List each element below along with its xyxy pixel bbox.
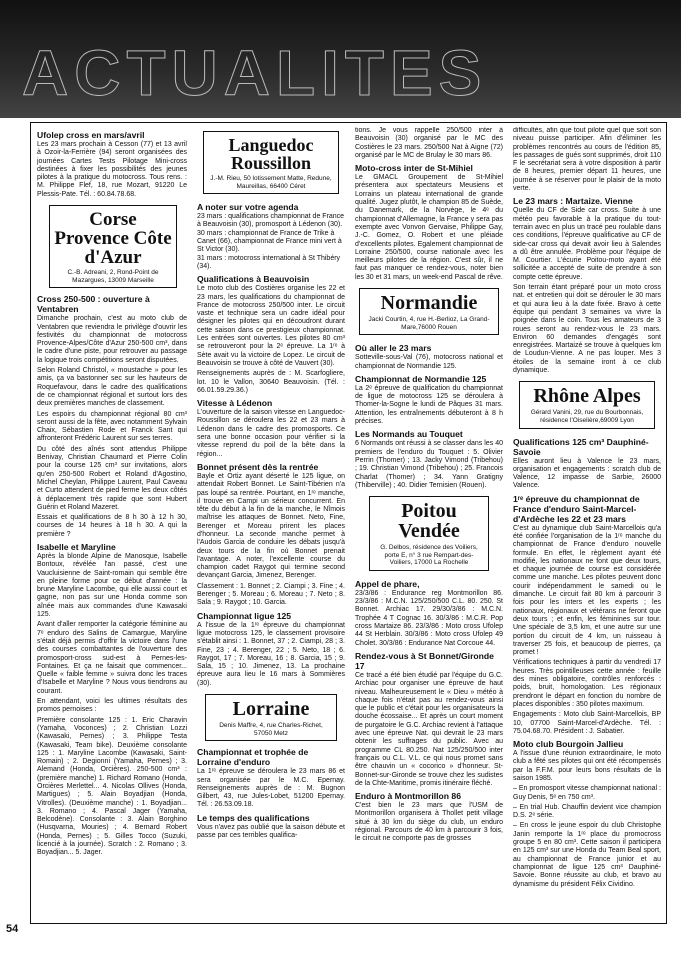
- article-title: Qualifications 125 cm³ Dauphiné-Savoie: [513, 436, 649, 457]
- region-box-corse: [49, 205, 177, 288]
- column-4: [513, 127, 661, 921]
- article-title: Championnat de Normandie 125: [355, 373, 487, 384]
- article-text: Avant d'aller remporter la catégorie féminine au 7ᵉ enduro des Salins de Camargue, Maryline s'était déjà permis d'offrir la victoire dans l'une des courses combattantes de l'ouverture des promosport-cross sud-est à Pernes-les-Fontaines. Et ça ne faisait que commencer... Quelle « faible femme » suivra donc les traces d'Isabelle et Maryline ? Nous vous tiendrons au courant.: [37, 621, 187, 695]
- article-text: C'est bien le 23 mars que l'USM de Montmorillon organisera à Thollet petit village situé à 30 km du siège du club, un enduro régional. Parcours de 40 km à parcourir 3 fois, le circuit ne comporte pas de grosses: [355, 802, 503, 843]
- article-text: Son terrain étant préparé pour un moto cross nat. et entretien qui doit se dérouler le 30 mars et qui aura lieu à la date fixée. Bravo à cette équipe qui pendant 3 semaines va vivre la poignée dans le coin. Tous les amateurs de 3 roues seront au rendez-vous le 23 mars. Environ 60 demandes d'engagés sont enregistrées. Martaizé se trouve à quelques km de Loudun-Vienne. A ne pas louper. Mes 3 étoiles de la semaine iront à ce club dynamique.: [513, 284, 661, 375]
- article-text: A l'issue de la 1ʳᵉ épreuve du championnat ligue motocross 125, le classement provisoire s'établit ainsi : 1. Bonnet, 37 ; 2. Ciampi, 28 ; 3. Fine, 23 ; 4. Berenger, 22 ; 5. Neto, 18 ; 6. Raygot, 17 ; 7. Moreau, 16 ; 8. Garcia, 15 ; 9. Sala, 15 ; 10. Jimenez, 13. La prochaine épreuve aura lieu le 16 mars à Sommières (30).: [197, 621, 345, 687]
- article-text: Les 23 mars prochain à Cesson (77) et 13 avril à Ozoir-la-Ferrière (94) seront organisées des journées Cartes Tests Pilotage Mini-cross destinées à fixer les possibilités des jeunes pilotes à la pratique du motocross. Tous rens. : M. Philippe Flef, 18, rue Mozart, 91220 Le Plessis-Pate. Tél. : 60.84.78.68.: [37, 141, 187, 198]
- article-text: 23/3/86 : Endurance reg Montmorillon 86. 23/3/86 : M.C.N. 125/250/500 C.L. 80. 250. St Bonnet. Archiac 17. 29/30/3/86 : M.C.N. Trophée 4 T Cognac 16. 30/3/86 : M.C.R. Pop cross Martaize 86. 23/3/86 : Moto cross Ufolep 44 St Herblain. 30/3/86 : Moto cross Ufolep 49 Cholet. 30/3/86 : Endurance Nat Corcoue 44.: [355, 589, 503, 647]
- masthead-title: ACTUALITES: [22, 37, 488, 109]
- article-title: 1ʳᵉ épreuve du championnat de France d'enduro Saint-Marcel-d'Ardèche les 22 et 23 mars: [513, 493, 640, 524]
- article-text: La 2ᵉ épreuve de qualification du championnat de ligue de motocross 125 se déroulera à Thomer-la-Sogne le lundi de Pâques 31 mars. Attention, les entraînements débuteront à 8 h précises.: [355, 384, 503, 426]
- article-title: Appel de phare,: [355, 578, 420, 589]
- masthead: [0, 0, 681, 118]
- article-text: – En trial Hub. Chauffin devient vice champion D.S. 2ᵉ série.: [513, 803, 661, 820]
- page-number: 54: [6, 923, 19, 935]
- article-text: Vous n'avez pas oublié que la saison débute et passe par ces terribles qualifica-: [197, 823, 345, 839]
- article-text: La 1ʳᵉ épreuve se déroulera le 23 mars 86 et sera organisée par le M.C. Epernay. Renseignements auprès de : M. Bugnon Gilbert, 43, rue Jules-Lobet, 51200 Epernay. Tél. : 26.53.09.18.: [197, 768, 345, 809]
- article-text: Dimanche prochain, c'est au moto club de Ventabren que reviendra le privilège d'ouvrir les festivités du championnat de motocross Provence-Alpes/Côte d'Azur 250-500 cm³, dans le cadre d'une piste, pour retrouver au passage la logique trois compétitions seront disputées.: [37, 315, 187, 364]
- article-text: Selon Roland Christol, « moustache » pour les amis, ça va bastonner sec sur les hauteurs de Roquefavour, dans le cadre des qualifications de ce championnat régional et surtout lors des deux premières manches de classement.: [37, 367, 187, 408]
- article-text: En attendant, voici les ultimes résultats des promos pernoises :: [37, 698, 187, 714]
- article-text: Ce tracé a été bien étudié par l'équipe du G.C. Archiac pour organiser une épreuve de haut niveau. Malheureusement le « Dieu » météo à chaque fois n'était pas au rendez-vous ainsi que le public et c'était pour les organisateurs la douche écossaise... Et après un court moment de purgatoire le G.C. Archiac revient à l'attaque avec une épreuve Nat. qui devrait le 23 mars obtenir les suffrages du public. Avec au programme CL 80.250. Nat 125/250/500 inter français ou C.L. V.L. ce qui nous promet sans être chauvin un « cocorico » d'honneur. St-Bonnet-sur-Gironde se trouve chez les sudistes de la Chte-Maritime, promis itinéraire fléché.: [355, 671, 503, 787]
- article-title: A noter sur votre agenda: [197, 202, 299, 213]
- article-title: Moto club Bourgoin Jallieu: [513, 739, 624, 750]
- article-text: Le moto club des Costières organise les 22 et 23 mars, les qualifications du championnat de France de motocross 250/500 inter. Le circuit vaste et technique sera un cadre idéal pour désigner les pilotes qui en découdront durant cette saison dans ce prestigieux championnat. Les entrées sont ouvertes. Les pilotes 80 cm³ se retrouveront pour la 2ᵉ épreuve. La 1ʳᵉ à Sète avait vu la victoire de Lopez. Le circuit de Beauvoisin se trouve à côté de Vauvert (30).: [197, 285, 345, 367]
- article-title: Moto-cross inter de St-Mihiel: [355, 163, 473, 174]
- article-title: Championnat et trophée de Lorraine d'enduro: [197, 747, 309, 768]
- article-title: Cross 250-500 : ouverture à Ventabren: [37, 294, 150, 315]
- article-text: Du côté des aînés sont attendus Philippe Benivay, Christian Chaumard et Pierre Colin pour la course 125 cm³ sur invitations, alors qu'en 250-500 Robert et Roland d'Agostino, Michel Cheylan, Philippe Laurent, Paul Caveau et Curto attendent de pied ferme les deux côtés à déplacement très rapide que sont Hubert Guérin et Roland Mazeret.: [37, 445, 187, 511]
- article-text: Elles auront lieu à Valence le 23 mars, organisation et engagements : scratch club de Valence, 12 impasse de Sarbie, 26000 Valence.: [513, 457, 661, 490]
- region-title: Lorraine: [232, 698, 310, 721]
- article-title: Qualifications à Beauvoisin: [197, 274, 310, 285]
- article-title: Le 23 mars : Martaize. Vienne: [513, 196, 633, 207]
- region-title: Corse Provence Côte d'Azur: [54, 209, 172, 269]
- article-text: C'est au dynamique club Saint-Marcellois qu'a été confiée l'organisation de la 1ʳᵉ manche du championnat de France d'enduro nouvelle formule. En effet, le règlement ayant été modifié, les nationaux ne font que deux tours, et chaque journée de course est considérée comme une manche. Les pilotes peuvent donc courir indépendamment le samedi ou le dimanche. Le circuit fait 80 km à parcourir 3 fois pour les inters et les experts ; les nationaux, régionaux et vétérans ne feront que deux tours ; et enfin, les féminines sur tour. Une spéciale de 3,5 km, et une autre sur une portion du circuit de 4 km, un ruisseau à traverser 25 fois, et beaucoup de pierres, ça promet !: [513, 524, 661, 657]
- region-address: Denis Maffre, 4, rue Charles-Richet, 57050 Metz: [219, 722, 323, 737]
- article-text: A l'issue d'une réunion extraordinaire, le moto club a fêté ses pilotes qui ont été récompensés par la F.F.M. pour leurs bons résultats de la saison 1985.: [513, 750, 661, 782]
- article-text: Engagements : Moto club Saint-Marcellois, BP 10, 07700 Saint-Marcel-d'Ardèche. Tél. : 75.04.68.70. Président : J. Sabatier.: [513, 711, 661, 735]
- region-title: Rhône Alpes: [533, 385, 641, 408]
- region-box-normandie: [359, 288, 499, 335]
- region-address: Jacki Courtin, 4, rue H.-Berlioz, La Grand-Mare,76000 Rouen: [368, 316, 490, 331]
- article-title: Bonnet présent dès la rentrée: [197, 461, 319, 472]
- region-address: C.-B. Adreani, 2, Rond-Point de Mazargues, 13009 Marseille: [67, 269, 159, 284]
- region-address: J.-M. Rieu, 50 lotissement Matte, Redune, Maureillas, 66400 Céret: [210, 175, 332, 190]
- article-text: Première consolante 125 : 1. Eric Charavin (Yamaha, Voconces) ; 2. Christian Lozzi (Kawasaki, Pernes) ; 3. Philippe Testa (Kawasaki, Team bike). Deuxième consolante 125 : 1. Maryline Lacombe (Kawasaki, Saint-Romain) ; 2. Degionni (Yamaha, Pernes) ; 3. Alemand (Honda, Orcières). 250-500 cm³ : (première manche) 1. Richard Romano (Honda, Orcières Merlettel... 4. Nicolas Ollives (Honda, Martigues) ; 5. Alain Boyadjian (Honda, Vitrolles). (Deuxième manche) : 1. Boyadjian... 3. Romano ; 4. Pascal Jager (Yamaha, Belcodène). Consolante : 3. Alain Borghino (Husqvarna, Mouries) ; 4. Bernard Robert (Honda, Pernes) ; 5. Gilles Tocco (Suzuki, licencié à la journée). Scratch : 2. Romano ; 3. Boyadjian... 5. Jager.: [37, 716, 187, 857]
- article-text: Essais et qualifications de 8 h 30 à 12 h 30, courses de 14 heures à 18 h 30. A qui la première ?: [37, 514, 187, 538]
- article-text: Quelle du CF de Side car cross. Suite à une météo peu favorable à la pratique du tout-terrain avec en plus un tracé peu roulable dans ces conditions, l'épreuve qualificative au CF de side-car cross qui devait avoir lieu à Salendes a dû être annulée. Problème pour l'équipe de M. Courtier. L'écurie Poitou-moto ayant été sollicitée a accepté de suite de prendre à son compte cette épreuve.: [513, 207, 661, 281]
- article-title: Enduro à Montmorillon 86: [355, 791, 461, 802]
- region-box-rhone-alpes: [519, 381, 655, 428]
- article-text: Les espoirs du championnat régional 80 cm³ seront aussi de la fête, avec notamment Sylvain Chaix, Sébastien Rode et Franck Sant qui affronteront Frédéric Laurent sur ses terres.: [37, 410, 187, 443]
- content-frame: [30, 122, 667, 924]
- article-text: tions. Je vous rappelle 250/500 inter à Beauvoisin (30) organisé par le MC des Costières le 23 mars. 250/500 Nat à Aigne (72) organisé par le MC de Brulay le 30 mars 86.: [355, 127, 503, 159]
- article-text: Sotteville-sous-Val (76), motocross national et championnat de Normandie 125.: [355, 354, 503, 370]
- column-3: [355, 127, 503, 921]
- region-title: Normandie: [380, 292, 478, 315]
- article-text: 6 Normands ont réussi à se classer dans les 40 premiers de l'enduro du Touquet : 5. Olivier Perrin (Thomer) ; 13. Jacky Vimond (Tribehou) ; 19. Christian Vimond (Tribehou) ; 25. Francois Charlat (Thomer) ; 34. Yann Gratigny (Thiberville) ; 40. Didier Ternisien (Rouen).: [355, 440, 503, 489]
- region-title: Poitou Vendée: [398, 500, 460, 543]
- column-2: [197, 127, 345, 921]
- region-box-lorraine: [205, 694, 337, 741]
- article-title: Où aller le 23 mars: [355, 343, 432, 354]
- article-title: Isabelle et Maryline: [37, 541, 116, 552]
- region-box-poitou: [369, 496, 489, 571]
- article-text: L'ouverture de la saison vitesse en Languedoc-Roussillon se déroulera les 22 et 23 mars à Lédenon dans le cadre des promosports. Ce sera une bonne occasion pour vérifier si la vitesse reprend du poil de la bête dans la région...: [197, 409, 345, 458]
- article-text: Classement : 1. Bonnet ; 2. Ciampi ; 3. Fine ; 4. Berenger ; 5. Moreau ; 6. Moreau ; 7. Neto ; 8. Sala ; 9. Raygot ; 10. Garcia.: [197, 582, 345, 607]
- article-text: difficultés, afin que tout pilote quel que soit son niveau puisse participer. Afin d'éliminer les problèmes rencontrés au cours de l'édition 85, les passages de gués sont supprimés, droit 110 F le secrétariat sera à votre disposition à partir de 8 heures, premier départ 11 heures, une journée à se réserver pour le plaisir de la moto verte.: [513, 127, 661, 193]
- article-title: Vitesse à Lédenon: [197, 398, 273, 409]
- article-title: Ufolep cross en mars/avril: [37, 130, 145, 140]
- article-title: Rendez-vous à St Bonnet/Gironde 17: [355, 650, 494, 671]
- article-text: 23 mars : qualifications championnat de France à Beauvoisin (30), promosport à Lédenon (30). 30 mars : championnat de France de Trike à Canet (66), championnat de France mini vert à St Victor (30). 31 mars : motocross international à St Thibéry (34).: [197, 213, 345, 270]
- article-text: Renseignements auprès de : M. Scarfogliere, lot. 10 le Vallon, 30640 Beauvoisin. (Tél. : 66.01.59.29.36.): [197, 370, 345, 394]
- article-title: Les Normands au Touquet: [355, 429, 463, 440]
- article-title: Championnat ligue 125: [197, 610, 292, 621]
- region-box-languedoc: [203, 131, 339, 194]
- article-text: – En cross le jeune espoir du club Christophe Janin remporte la 1ʳᵉ place du promocross groupe 5 en 80 cm³. Cette saison il participera en 125 cm³ sur une Honda du Team Beal sport, au championnat de France junior et au championnat de ligue 125 cm³ Dauphiné-Savoie. Bonne réussite au club, et bravo au dynamisme du président Félix Cividino.: [513, 822, 661, 888]
- article-text: Le GMACL Groupement de St-Mihiel présentera aux spectateurs Meusiens et Lorrains un plateau international de grande qualité. Jugez plutôt, le champion 85 de Suède, du Danemark, de la Norvège, le 4ᵉ du championnat d'Allemagne, la France y sera pas exempte avec Vonvon Gervaise, Philippe Gay, J.-C. Gomez, O. Robert et une pléiade d'excellents pilotes. Egalement championnat de Lorraine 250/500, course nationale avec les meilleurs pilotes de la région. C'est sûr, il ne faut pas manquer ce rendez-vous, noter bien les 30 et 31 mars, un week-end Pascal de rêve.: [355, 174, 503, 281]
- article-text: – En promosport vitesse championnat national : Guy Denis, 5ᵉ en 750 cm³.: [513, 785, 661, 801]
- region-title: Languedoc Roussillon: [228, 135, 314, 173]
- article-text: Vérifications techniques à partir du vendredi 17 heures. Très pointilleuses cette année : feuille des mines obligatoire, contrôles renforcés : poids, bruit, homologation. Les régionaux prendront le départ en fonction du nombre de places disponibles : 350 pilotes maximum.: [513, 659, 661, 708]
- article-text: Bayle et Ortiz ayant déserté le 125 ligue, on attendait Robert Bonnet. Le Saint-Tibérien n'a pas loupé sa rentrée. Pourtant, en 1ʳᵉ manche, il trouve en Campi un sérieux concurrent. En tête du début à la fin de la manche, le Nîmois maîtrise les attaques de Bonnet. Neto, Fine, Berenger et Moreau prirent les places d'honneur. La seconde manche permet à l'Audois Garcia de conduire les débats jusqu'à deux tours de la fin où Bonnet prenait l'avantage. A noter, l'excellente course du champion cadet Raygot qui termine second devançant Garcia, Jimenez, Berenger.: [197, 472, 345, 580]
- article-text: Après la blonde Alpine de Manosque, Isabelle Bontoux, révélée l'an passé, c'est une Vaucluisienne de Saint-romain qui semble être en pleine forme pour ce début d'année : la brune Maryline Lacombe, qui elle aussi court et gagne, non pas sur une Honda comme son aînée mais aux commandes d'une Kawasaki 125.: [37, 552, 187, 619]
- column-1: [37, 127, 187, 921]
- region-address: G. Delbos, résidence des Voiliers, porte E, n° 3 rue Rempart-des-Voiliers, 17000 La Rochelle: [380, 544, 478, 567]
- article-title: Le temps des qualifications: [197, 812, 310, 823]
- region-address: Gérard Vanini, 29, rue du Bourbonnais, résidence l'Oiselière,69009 Lyon: [530, 409, 644, 424]
